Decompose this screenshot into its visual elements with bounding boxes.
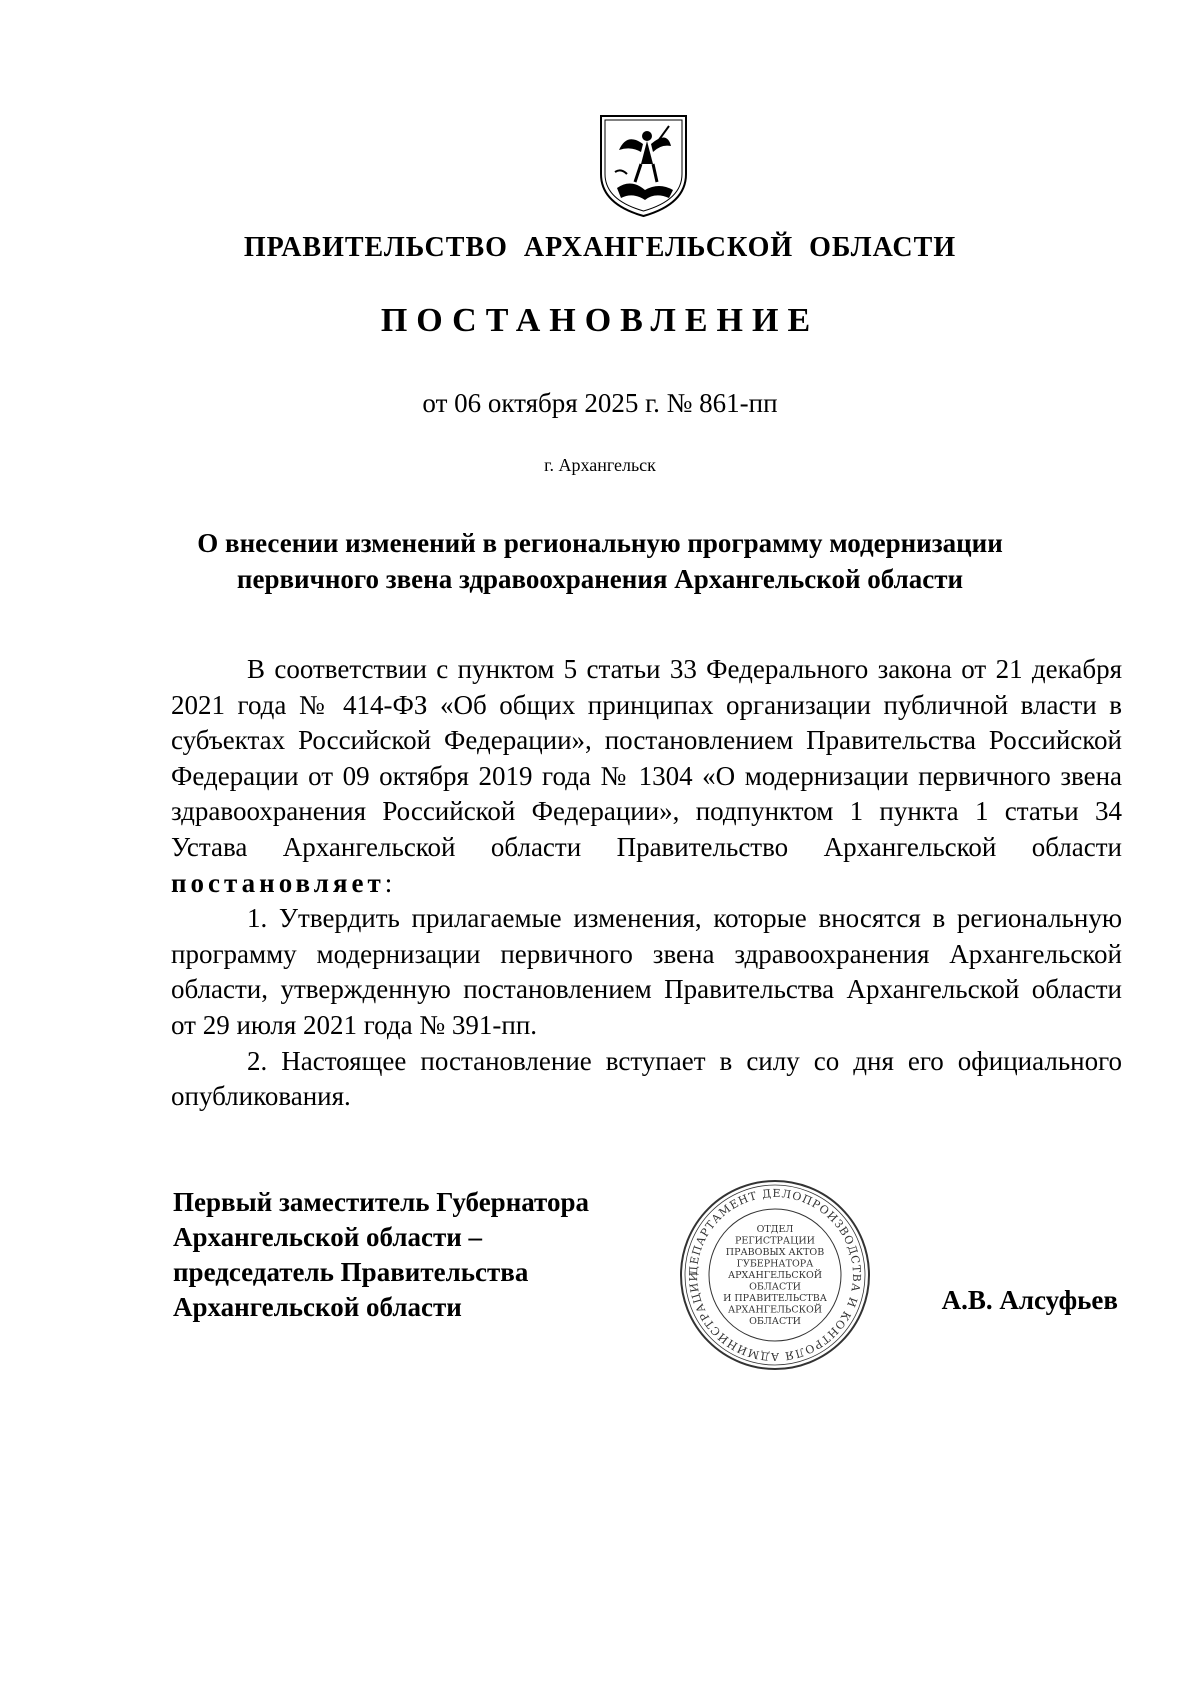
organization-name: ПРАВИТЕЛЬСТВО АРХАНГЕЛЬСКОЙ ОБЛАСТИ: [243, 232, 957, 263]
document-date-number: от 06 октября 2025 г. № 861-пп: [422, 388, 778, 418]
resolution-item-1: 1. Утвердить прилагаемые изменения, которые вносятся в региональную программу модернизации первичного звена здравоохранения Архангельской области, утвержденную постановлением Правительства Архангельской области от 29 июля 2021 года № 391-пп.: [171, 903, 1122, 1040]
seal-center-line: АРХАНГЕЛЬСКОЙ: [727, 1270, 823, 1281]
position-line: председатель Правительства: [173, 1257, 529, 1287]
preamble-paragraph: [171, 652, 1122, 901]
position-line: Первый заместитель Губернатора: [173, 1187, 589, 1217]
seal-center-line: И ПРАВИТЕЛЬСТВА: [723, 1293, 827, 1304]
title-line: первичного звена здравоохранения Архангельской области: [236, 564, 964, 594]
seal-center-line: ПРАВОВЫХ АКТОВ: [725, 1247, 825, 1258]
preamble-text: В соответствии с пунктом 5 статьи 33 Федерального закона от 21 декабря 2021 года № 414-ФЗ «Об общих принципах организации публичной власти в субъектах Российской Федерации», постановлением Правительства Российской Федерации от 09 октября 2019 года № 1304 «О модернизации первичного звена здравоохранения Российской Федерации», подпунктом 1 пункта 1 статьи 34 Устава Архангельской области Правительство Архангельской области: [171, 654, 1122, 862]
title-line: О внесении изменений в региональную программу модернизации: [197, 528, 1003, 558]
seal-center-line: АРХАНГЕЛЬСКОЙ: [727, 1304, 823, 1316]
seal-center-line: ОБЛАСТИ: [749, 1281, 801, 1293]
official-seal-icon: [675, 1175, 875, 1375]
seal-center-line: ОТДЕЛ: [756, 1224, 794, 1235]
signatory-position: [173, 1185, 589, 1325]
resolution-keyword: постановляет: [171, 867, 385, 898]
document-body: [171, 652, 1122, 1115]
preamble-end: :: [384, 867, 393, 898]
position-line: Архангельской области: [173, 1292, 462, 1322]
seal-outer-text: ДЕПАРТАМЕНТ ДЕЛОПРОИЗВОДСТВА И КОНТРОЛЯ АДМИНИСТРАЦИИ: [686, 1186, 864, 1364]
document-title: [170, 525, 1030, 597]
coat-of-arms-icon: [597, 112, 690, 220]
seal-center-line: ОБЛАСТИ: [749, 1316, 801, 1327]
document-city: г. Архангельск: [544, 455, 656, 475]
seal-center-line: РЕГИСТРАЦИИ: [735, 1235, 815, 1247]
signer-name: А.В. Алсуфьев: [941, 1285, 1118, 1315]
document-type: ПОСТАНОВЛЕНИЕ: [380, 302, 820, 339]
resolution-item-2: 2. Настоящее постановление вступает в силу со дня его официального опубликования.: [171, 1045, 1122, 1112]
seal-center-line: ГУБЕРНАТОРА: [736, 1258, 814, 1270]
position-line: Архангельской области –: [173, 1222, 483, 1252]
